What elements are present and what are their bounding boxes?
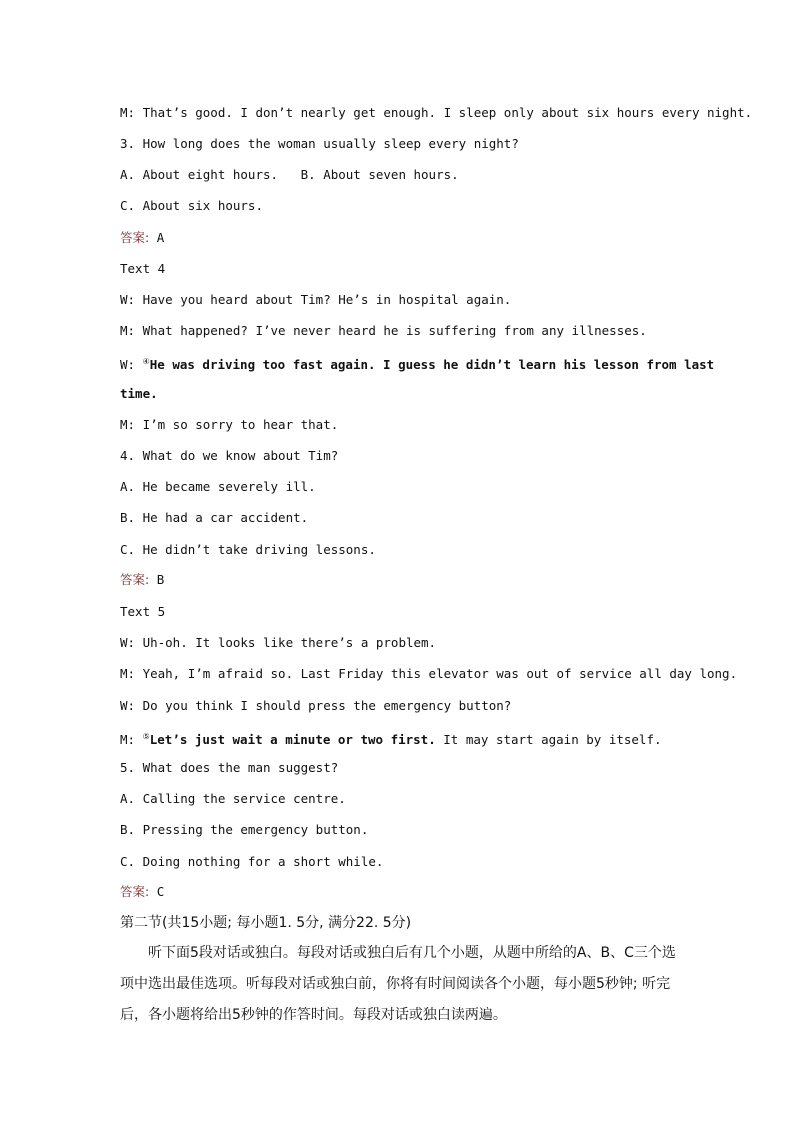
question-4-option-a: A. He became severely ill. <box>120 479 316 494</box>
dialogue-line: M: Yeah, I’m afraid so. Last Friday this elevator was out of service all day long. <box>120 666 738 681</box>
question-4-option-c: C. He didn’t take driving lessons. <box>120 542 376 557</box>
answer-line-1 <box>120 229 164 247</box>
text-4-heading: Text 4 <box>120 261 166 276</box>
question-3: 3. How long does the woman usually sleep every night? <box>120 136 519 151</box>
answer-value: A <box>156 230 165 245</box>
answer-label: 答案: <box>120 230 150 245</box>
marker-5: ⑤ <box>142 732 150 741</box>
dialogue-line: M: What happened? I’ve never heard he is suffering from any illnesses. <box>120 323 647 338</box>
dialogue-line: M: I’m so sorry to hear that. <box>120 417 339 432</box>
question-5-option-c: C. Doing nothing for a short while. <box>120 854 384 869</box>
dialogue-line-highlighted: M: ⑤Let’s just wait a minute or two first. It may start again by itself. <box>120 732 662 747</box>
dialogue-line: W: Uh-oh. It looks like there’s a problem. <box>120 635 437 650</box>
dialogue-line-continued: time. <box>120 386 158 401</box>
question-3-option-c: C. About six hours. <box>120 198 263 213</box>
question-3-options-ab: A. About eight hours. B. About seven hours. <box>120 167 459 182</box>
question-5-option-a: A. Calling the service centre. <box>120 791 346 806</box>
answer-value: B <box>156 572 165 587</box>
question-5-option-b: B. Pressing the emergency button. <box>120 822 369 837</box>
answer-label: 答案: <box>120 572 150 587</box>
marker-4: ④ <box>142 357 150 366</box>
text-5-heading: Text 5 <box>120 604 166 619</box>
dialogue-line: M: That’s good. I don’t nearly get enough. I sleep only about six hours every night. <box>120 105 753 120</box>
question-5: 5. What does the man suggest? <box>120 760 339 775</box>
question-4-option-b: B. He had a car accident. <box>120 510 309 525</box>
answer-value: C <box>156 884 165 899</box>
dialogue-line: W: Do you think I should press the emergency button? <box>120 698 512 713</box>
answer-line-2 <box>120 571 164 589</box>
dialogue-line-highlighted: W: ④He was driving too fast again. I guess he didn’t learn his lesson from last <box>120 357 715 372</box>
dialogue-line: W: Have you heard about Tim? He’s in hospital again. <box>120 292 512 307</box>
section-2-instructions: 听下面5段对话或独白。每段对话或独白后有几个小题，从题中所给的A、B、C三个选项中选出最佳选项。听每段对话或独白前，你将有时间阅读各个小题，每小题5秒钟; 听完后，各小题将给出5秒钟的作答时间。每段对话或独白读两遍。 <box>120 945 676 1023</box>
section-2-heading: 第二节(共15小题; 每小题1. 5分, 满分22. 5分) <box>120 915 412 931</box>
answer-label: 答案: <box>120 884 150 899</box>
answer-line-3 <box>120 883 164 901</box>
question-4: 4. What do we know about Tim? <box>120 448 339 463</box>
